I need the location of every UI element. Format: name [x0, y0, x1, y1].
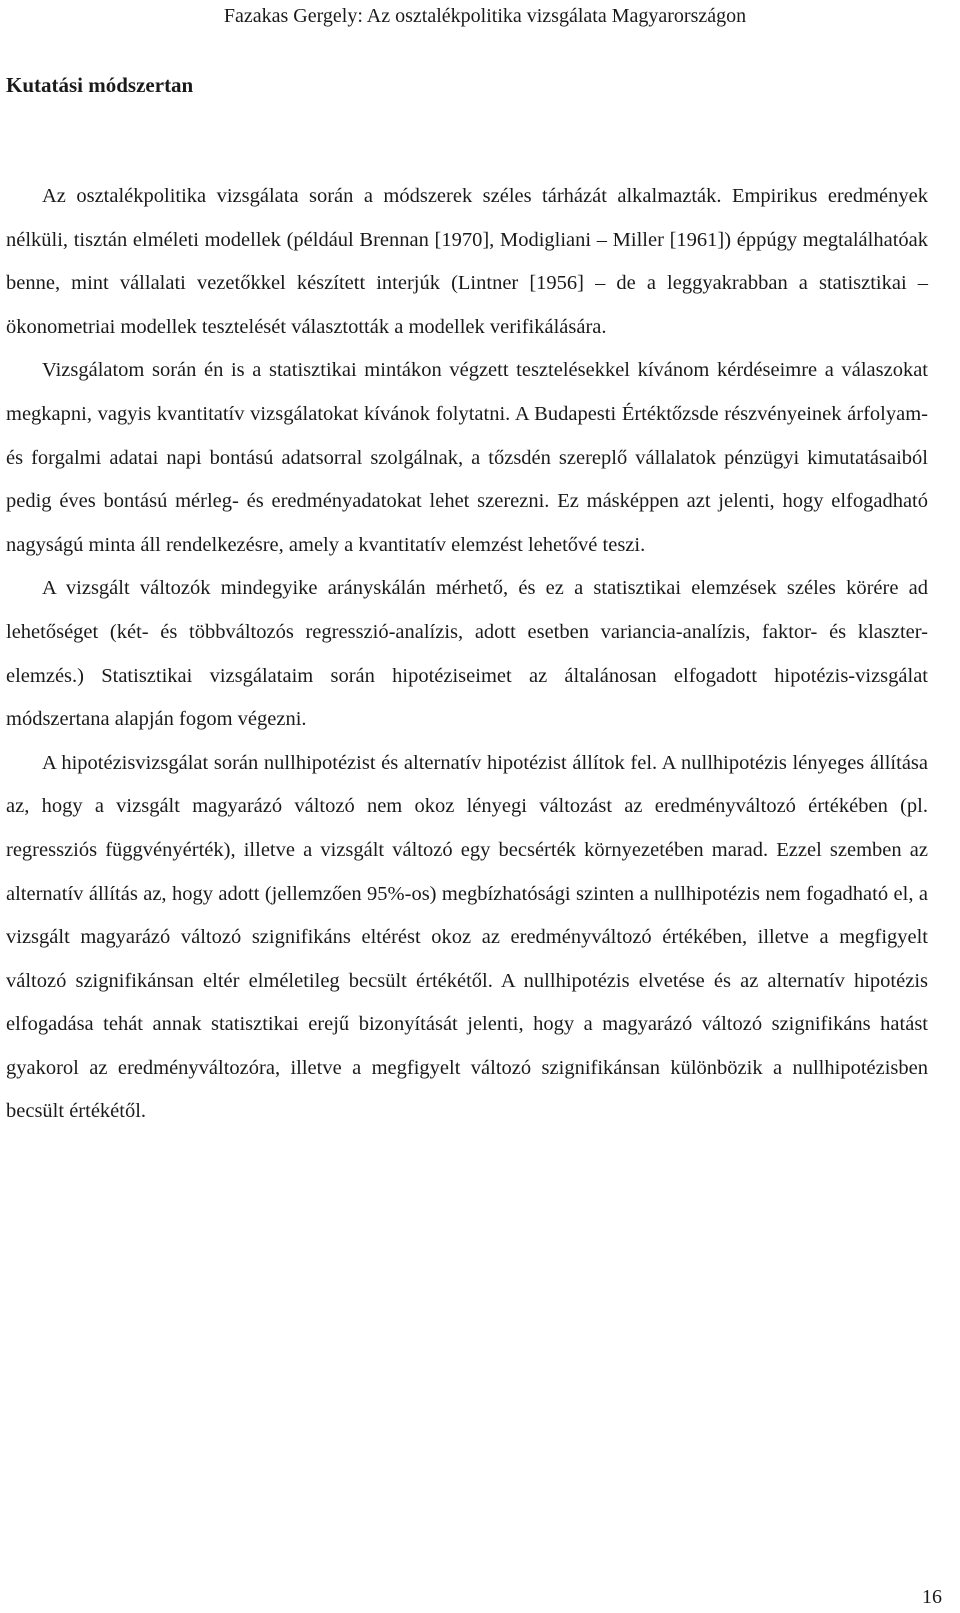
paragraph: A hipotézisvizsgálat során nullhipotézist és alternatív hipotézist állítok fel. A nullhipotézis lényeges állítása az, hogy a vizsgált magyarázó változó nem okoz lényegi változást az eredményváltozó értékében (pl. regressziós függvényérték), illetve a vizsgált változó egy becsérték környezetében marad. Ezzel szemben az alternatív állítás az, hogy adott (jellemzően 95%-os) megbízhatósági szinten a nullhipotézis nem fogadható el, a vizsgált magyarázó változó szignifikáns eltérést okoz az eredményváltozó értékében, illetve a megfigyelt változó szignifikánsan eltér elméletileg becsült értékétől. A nullhipotézis elvetése és az alternatív hipotézis elfogadása tehát annak statisztikai erejű bizonyítását jelenti, hogy a magyarázó változó szignifikáns hatást gyakorol az eredményváltozóra, illetve a megfigyelt változó szignifikánsan különbözik a nullhipotézisben becsült értékétől.	[6, 751, 928, 1123]
page-number: 16	[922, 1586, 942, 1608]
paragraph: Az osztalékpolitika vizsgálata során a módszerek széles tárházát alkalmazták. Empirikus eredmények nélküli, tisztán elméleti modellek (például Brennan [1970], Modigliani – Miller [1961]) éppúgy megtalálhatóak benne, mint vállalati vezetőkkel készített interjúk (Lintner [1956] – de a leggyakrabban a statisztikai – ökonometriai modellek tesztelését választották a modellek verifikálására.	[6, 185, 928, 338]
paragraph: A vizsgált változók mindegyike arányskálán mérhető, és ez a statisztikai elemzések széles körére ad lehetőséget (két- és többváltozós regresszió-analízis, adott esetben variancia-analízis, faktor- és klaszter-elemzés.) Statisztikai vizsgálataim során hipotéziseimet az általánosan elfogadott hipotézis-vizsgálat módszertana alapján fogom végezni.	[6, 577, 928, 731]
running-header: Fazakas Gergely: Az osztalékpolitika vizsgálata Magyarországon	[223, 5, 747, 27]
paragraph: Vizsgálatom során én is a statisztikai mintákon végzett tesztelésekkel kívánom kérdéseimre a válaszokat megkapni, vagyis kvantitatív vizsgálatokat kívánok folytatni. A Budapesti Értéktőzsde részvényeinek árfolyam- és forgalmi adatai napi bontású adatsorral szolgálnak, a tőzsdén szereplő vállalatok pénzügyi kimutatásaiból pedig éves bontású mérleg- és eredményadatokat lehet szerezni. Ez másképpen azt jelenti, hogy elfogadható nagyságú minta áll rendelkezésre, amely a kvantitatív elemzést lehetővé teszi.	[6, 359, 928, 556]
body-text	[6, 175, 928, 1134]
section-title: Kutatási módszertan	[6, 73, 194, 97]
